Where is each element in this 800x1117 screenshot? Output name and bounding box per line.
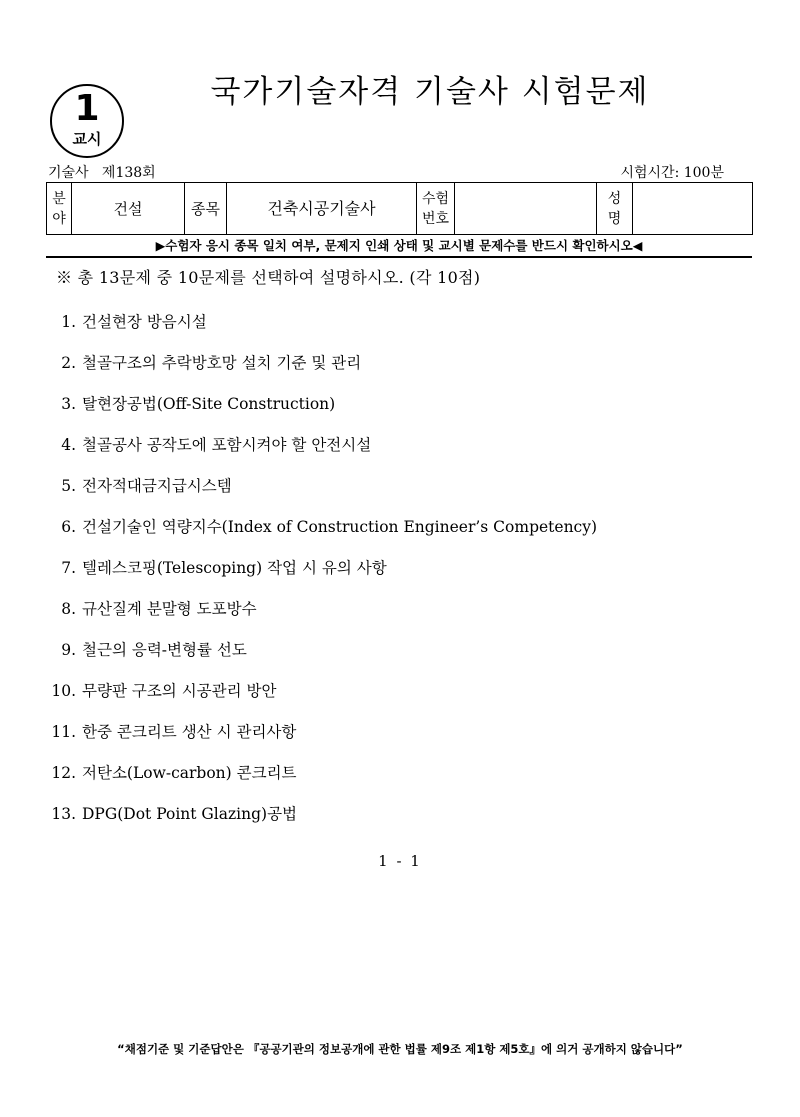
question-item: 1. 건설현장 방음시설	[61, 313, 207, 331]
check-notice: ▶수험자 응시 종목 일치 여부, 문제지 인쇄 상태 및 교시별 문제수를 반드시 확인하시오◀	[155, 238, 643, 253]
exam-time: 시험시간: 100분	[620, 165, 724, 181]
question-item: 2. 철골구조의 추락방호망 설치 기준 및 관리	[61, 354, 362, 372]
exam-number-label: 수험 번호	[417, 183, 455, 235]
question-item: 12. 저탄소(Low-carbon) 콘크리트	[51, 764, 297, 782]
exam-info-table	[46, 182, 753, 235]
question-item: 13. DPG(Dot Point Glazing)공법	[51, 805, 298, 823]
name-field[interactable]	[633, 183, 753, 235]
question-item: 4. 철골공사 공작도에 포함시켜야 할 안전시설	[61, 436, 372, 454]
category-label: 종목	[185, 183, 227, 235]
period-label: 교시	[72, 130, 102, 148]
field-label: 분 야	[47, 183, 72, 235]
divider	[46, 256, 752, 258]
exam-number-field[interactable]	[455, 183, 597, 235]
question-item: 8. 규산질계 분말형 도포방수	[61, 600, 257, 618]
question-item: 7. 텔레스코핑(Telescoping) 작업 시 유의 사항	[61, 559, 387, 577]
question-item: 5. 전자적대금지급시스템	[61, 477, 232, 495]
question-item: 11. 한중 콘크리트 생산 시 관리사항	[51, 723, 297, 741]
category-value: 건축시공기술사	[227, 183, 417, 235]
question-item: 3. 탈현장공법(Off-Site Construction)	[61, 395, 336, 413]
exam-round: 기술사 제138회	[48, 165, 156, 181]
period-badge	[50, 84, 124, 158]
name-label: 성 명	[597, 183, 633, 235]
field-value: 건설	[72, 183, 185, 235]
question-item: 9. 철근의 응력-변형률 선도	[61, 641, 247, 659]
question-item: 10. 무량판 구조의 시공관리 방안	[51, 682, 277, 700]
question-item: 6. 건설기술인 역량지수(Index of Construction Engineer’s Competency)	[61, 518, 598, 536]
period-number: 1	[74, 88, 100, 129]
page-number: 1 - 1	[378, 852, 422, 870]
instruction: ※ 총 13문제 중 10문제를 선택하여 설명하시오. (각 10점)	[56, 268, 481, 287]
page-title: 국가기술자격 기술사 시험문제	[210, 74, 650, 110]
disclosure-footer: “채점기준 및 기준답안은 『공공기관의 정보공개에 관한 법률 제9조 제1항 제5호』에 의거 공개하지 않습니다”	[117, 1042, 683, 1056]
